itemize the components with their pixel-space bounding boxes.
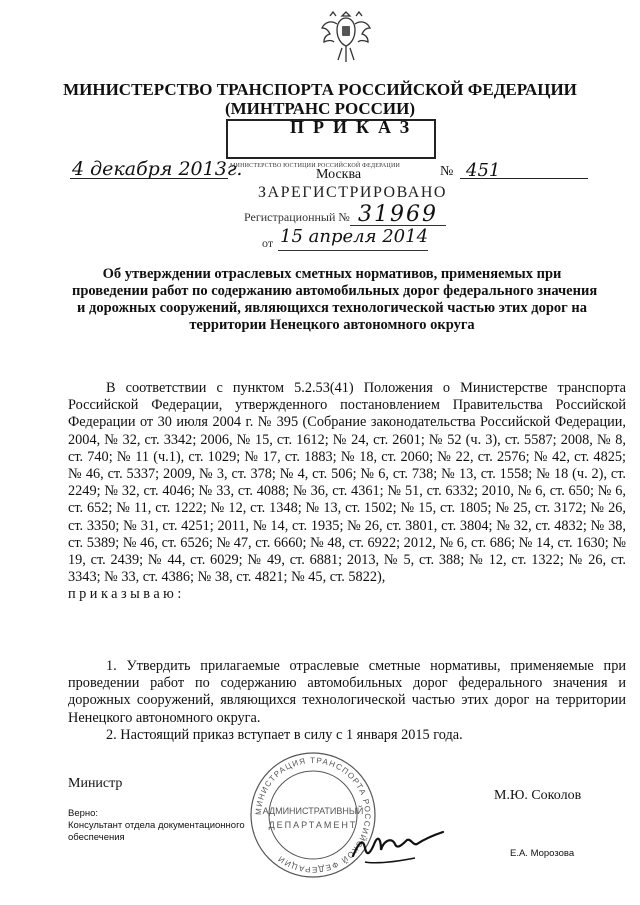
seal-center-text: ДЕПАРТАМЕНТ: [268, 820, 358, 830]
order-date: 4 декабря 2013г.: [72, 158, 243, 180]
preamble-text: В соответствии с пунктом 5.2.53(41) Положения о Министерстве транспорта Российской Федерации, утвержденного постановлением Правительства Российской Федерации от 30 июля 2004 г. № 395 (Собрание законодательства Российской Федерации, 2004, № 32, ст. 3342; 2006, № 15, ст. 1612; № 24, ст. 2601; № 52 (ч. 3), ст. 5587; 2008, № 8, ст. 740; № 11 (ч.1), ст. 1029; № 17, ст. 1883; № 18, ст. 2060; № 22, ст. 2576; № 42, ст. 4825; № 46, ст. 5337; 2009, № 3, ст. 378; № 4, ст. 506; № 6, ст. 738; № 13, ст. 1558; № 18 (ч. 2), ст. 2249; № 32, ст. 4046; № 33, ст. 4088; № 36, ст. 4361; № 51, ст. 6332; 2010, № 6, ст. 650; № 6, ст. 652; № 11, ст. 1222; № 12, ст. 1348; № 13, ст. 1502; № 15, ст. 1805; № 25, ст. 3172; № 26, ст. 3350; № 31, ст. 4251; 2011, № 14, ст. 1935; № 26, ст. 3801, ст. 3804; № 32, ст. 4832; № 38, ст. 5389; № 46, ст. 6526; № 47, ст. 6660; № 48, ст. 6922; 2012, № 6, ст. 686; № 14, ст. 1630; № 19, ст. 2439; № 44, ст. 6029; № 49, ст. 6881; 2013, № 5, ст. 388; № 12, ст. 1322; № 26, ст. 3343; № 33, ст. 4386; № 38, ст. 4821; № 45, ст. 5822),: [68, 380, 626, 586]
signature-icon: [345, 822, 465, 872]
order-item: 1. Утвердить прилагаемые отраслевые сметные нормативы, применяемые при проведении работ по содержанию автомобильных дорог федерального значения и дорожных сооружений, являющихся технологической частью этих дорог на территории Ненецкого автономного округа.: [68, 658, 626, 726]
copy-position: Консультант отдела документационного: [68, 820, 245, 831]
number-label: №: [440, 164, 454, 179]
signer-name: М.Ю. Соколов: [494, 788, 582, 803]
copy-position: обеспечения: [68, 832, 125, 843]
date-underline: [70, 178, 228, 179]
ministry-name: МИНИСТЕРСТВО ТРАНСПОРТА РОССИЙСКОЙ ФЕДЕРАЦИИ: [63, 80, 577, 99]
copy-label: Верно:: [68, 808, 99, 819]
coat-of-arms-icon: [320, 6, 372, 68]
signer-position: Министр: [68, 776, 123, 791]
registration-date-underline: [278, 250, 428, 251]
title-line: и дорожных сооружений, являющихся технологической частью этих дорог на: [77, 300, 587, 316]
registration-date-prefix: от: [262, 236, 274, 250]
registration-number: 31969: [358, 202, 438, 227]
order-word: приказываю:: [68, 586, 185, 603]
order-items: [68, 658, 626, 744]
certified-copy-block: [68, 808, 268, 844]
order-number: 451: [466, 160, 501, 181]
seal-center-text: АДМИНИСТРАТИВНЫЙ: [262, 806, 364, 816]
number-underline: [460, 178, 588, 179]
registration-status: ЗАРЕГИСТРИРОВАНО: [258, 184, 447, 201]
order-title: [72, 266, 598, 334]
title-line: проведении работ по содержанию автомобильных дорог федерального значения: [72, 283, 598, 299]
registration-number-label: Регистрационный №: [244, 210, 350, 224]
city: Москва: [316, 167, 362, 182]
order-item: 2. Настоящий приказ вступает в силу с 1 января 2015 года.: [106, 726, 463, 743]
doc-type: ПРИКАЗ: [290, 117, 419, 137]
ministry-abbr: (МИНТРАНС РОССИИ): [224, 99, 416, 118]
registration-org: МИНИСТЕРСТВО ЮСТИЦИИ РОССИЙСКОЙ ФЕДЕРАЦИИ: [230, 163, 401, 169]
seal-ring-text: МИНИСТРАЦИЯ ТРАНСПОРТА РОССИЙСКОЙ ФЕДЕРАЦИИ: [253, 755, 373, 875]
title-line: Об утверждении отраслевых сметных нормативов, применяемых при: [102, 266, 562, 282]
registration-date: 15 апреля 2014: [280, 226, 429, 247]
title-line: территории Ненецкого автономного округа: [189, 317, 475, 333]
copy-certifier-name: Е.А. Морозова: [510, 848, 575, 859]
preamble-block: [68, 380, 626, 604]
